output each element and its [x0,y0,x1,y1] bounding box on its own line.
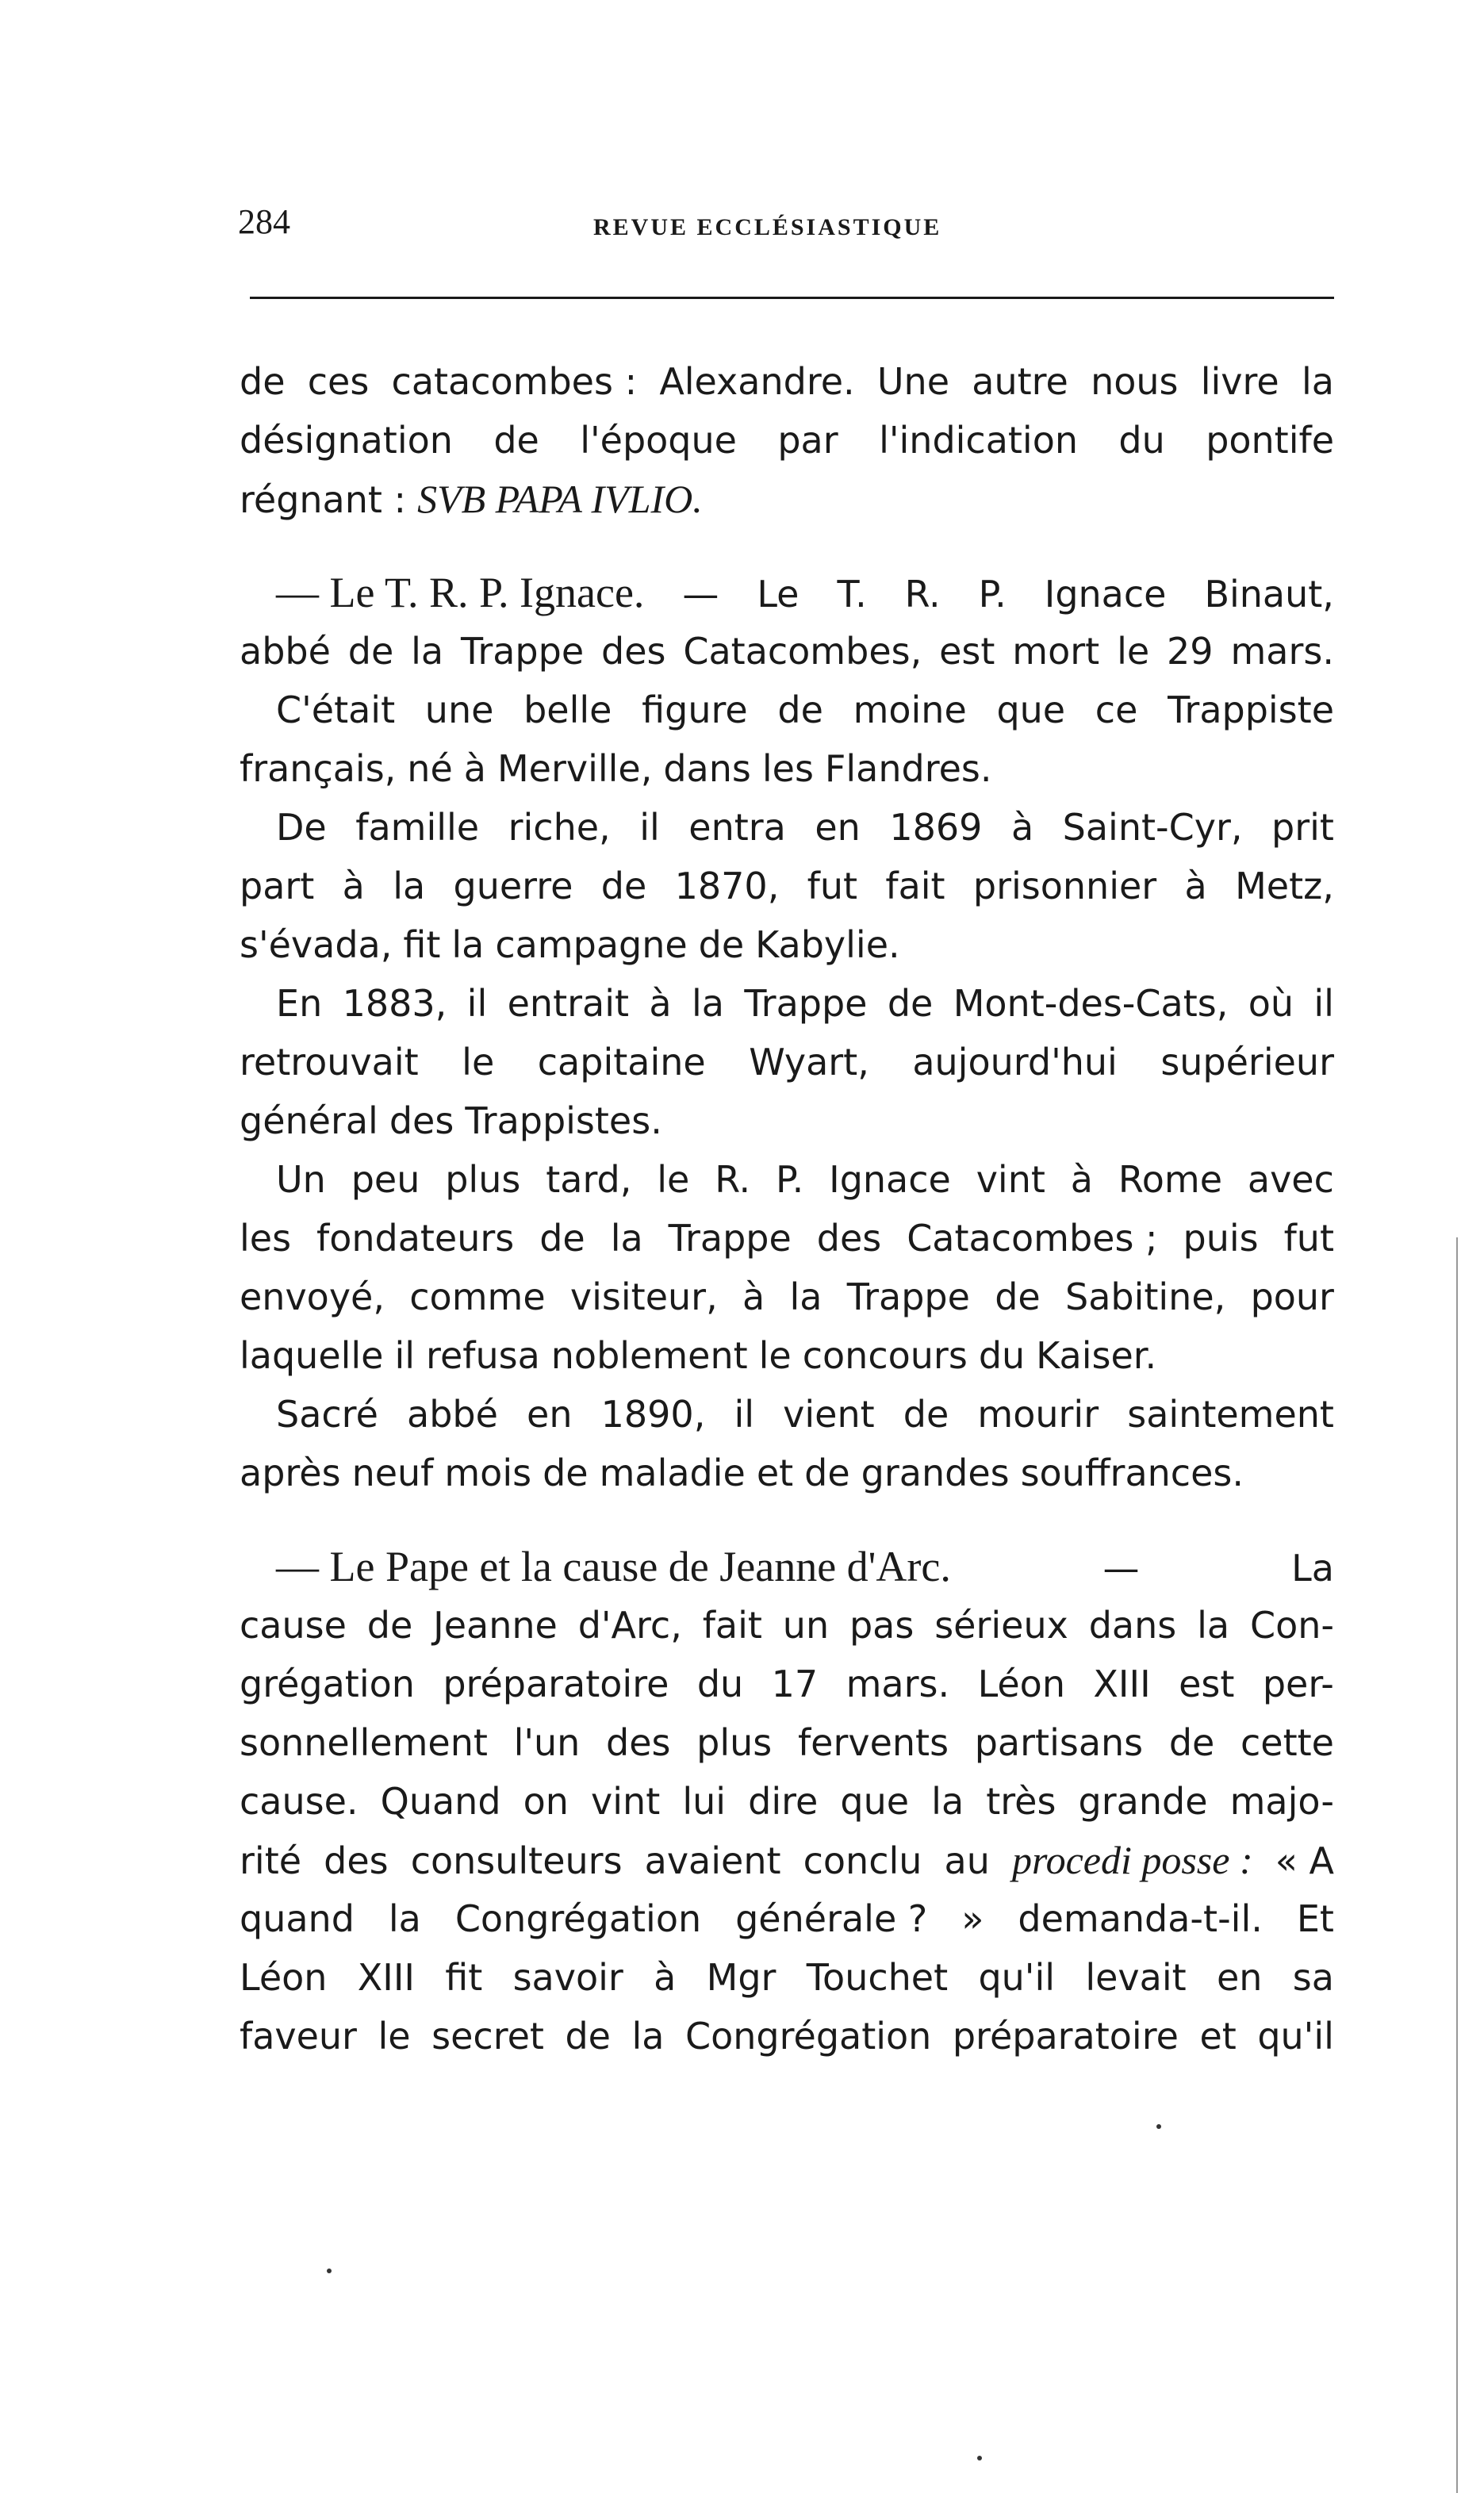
word: noblement [550,1334,748,1377]
word: faveur [240,2015,357,2058]
word: au [944,1839,990,1882]
word: 1890, [600,1393,706,1436]
word: concours [802,1334,968,1377]
body-text [240,352,1334,2065]
word: prit [1271,806,1334,849]
word: neuf [351,1452,434,1494]
text-line [240,1150,1334,1209]
word: de [493,419,539,462]
word: 1883, [342,982,447,1025]
word: ces [307,360,370,403]
word: abbé [240,630,331,673]
word: les [761,747,814,790]
word: plus [445,1158,521,1201]
word: Trappe [668,1217,792,1260]
word: en [527,1393,573,1436]
word: qu'il [978,1956,1056,1999]
word: Léon [240,1956,328,1999]
word: où [1248,982,1294,1025]
word: prisonnier [972,865,1157,907]
word: Merville, [497,747,653,790]
word: Saint-Cyr, [1062,806,1243,849]
text-line [240,857,1334,915]
word: 1870, [674,865,780,907]
text-line [240,681,1334,739]
word: Congrégation [454,1897,702,1940]
word: Flandres. [824,747,992,790]
word: générale ? [735,1897,928,1940]
word: la [388,1897,421,1940]
word: à [1010,806,1034,849]
word: La [1291,1547,1334,1590]
word: l'un [513,1721,581,1764]
word: de [777,688,823,731]
word: XIII [1093,1663,1151,1705]
word: est [1179,1663,1235,1705]
text-line [240,2007,1334,2065]
word: C'était [276,688,396,731]
word: SVB PAPA IVLIO. [417,477,703,521]
word: entrait [507,982,630,1025]
word: il [466,982,488,1025]
word: à [342,865,365,907]
word: plus [696,1721,773,1764]
word: aujourd'hui [912,1041,1118,1083]
word: tard, [546,1158,632,1201]
word: catacombes : [391,360,638,403]
word: que [996,688,1066,731]
word: régnant : [240,478,407,521]
word: dans [663,747,751,790]
text-line [240,622,1334,681]
word: refusa [426,1334,540,1377]
word: R. [904,573,941,616]
word: P. [776,1158,804,1201]
word: R. [715,1158,751,1201]
word: des [601,630,666,673]
word: supérieur [1160,1041,1334,1083]
word: de [804,1452,850,1494]
word: Kaiser. [1036,1334,1157,1377]
word: vient [783,1393,875,1436]
word: peu [351,1158,420,1201]
text-line [240,1444,1334,1502]
word: de [366,1604,413,1647]
word: sa [1292,1956,1334,1999]
word: par [777,419,838,462]
word: procedi posse : [1011,1838,1253,1882]
word: Wyart, [749,1041,869,1083]
word: Une [876,360,950,403]
word: 17 [771,1663,819,1705]
word: il [639,806,660,849]
word: Léon [977,1663,1065,1705]
word: vint [591,1780,661,1823]
word: grande [1078,1780,1208,1823]
word: rité [240,1839,302,1882]
word: de [1168,1721,1215,1764]
word: et [1199,2015,1237,2058]
word: des [606,1721,671,1764]
text-line [240,1326,1334,1385]
text-line [240,1596,1334,1655]
text-line [240,1948,1334,2007]
word: cette [1241,1721,1334,1764]
word: envoyé, [240,1275,385,1318]
header-rule [250,297,1334,299]
word: T. [837,573,867,616]
word: la [789,1275,823,1318]
word: per- [1262,1663,1334,1705]
word: de [903,1393,949,1436]
word: la [631,2015,665,2058]
text-line [240,470,1334,528]
word: après [240,1452,341,1494]
paragraph-gap [240,1502,1334,1537]
word: s'évada, [240,923,393,966]
word: pas [849,1604,915,1647]
word: la [451,923,485,966]
word: belle [523,688,612,731]
word: grégation [240,1663,415,1705]
word: demanda-t-il. [1018,1897,1263,1940]
word: laquelle [240,1334,384,1377]
word: de [347,630,394,673]
word: ce [1095,688,1138,731]
word: dans [1088,1604,1177,1647]
paragraph-gap [240,528,1334,563]
word: le [378,2015,411,2058]
word: de [600,865,647,907]
word: Catacombes ; [907,1217,1158,1260]
word: à [649,982,672,1025]
scan-speck [327,2269,332,2273]
word: maladie [599,1452,746,1494]
word: Ignace [829,1158,951,1201]
text-line [240,1209,1334,1268]
word: de [240,360,286,403]
word: puis [1183,1217,1259,1260]
word: la [393,865,426,907]
word: part [240,865,315,907]
word: fervents [797,1721,949,1764]
word: saintement [1127,1393,1334,1436]
word: avaient [644,1839,781,1882]
word: fit [403,923,441,966]
text-line [240,974,1334,1033]
word: visiteur, [569,1275,718,1318]
text-line [240,411,1334,470]
word: de [887,982,934,1025]
word: le [1117,630,1150,673]
text-line [240,563,1334,622]
word: Touchet [806,1956,949,1999]
word: 1869 [889,806,983,849]
word: levait [1085,1956,1187,1999]
running-title: REVUE ECCLÉSIASTIQUE [593,214,942,240]
section-heading: — Le T. R. P. Ignace. [276,569,645,616]
word: Un [276,1158,326,1201]
word: famille [355,806,480,849]
word: et [756,1452,794,1494]
word: De [276,806,327,849]
word: Trappe [846,1275,970,1318]
word: fait [702,1604,762,1647]
word: » [961,1897,984,1940]
word: préparatoire [443,1663,669,1705]
word: sérieux [934,1604,1068,1647]
word: Metz, [1235,865,1334,907]
word: est [939,630,995,673]
word: des [324,1839,389,1882]
word: la [1197,1604,1230,1647]
word: fut [1283,1217,1334,1260]
word: à [742,1275,765,1318]
text-line [240,1091,1334,1150]
word: Mont-des-Cats, [953,982,1229,1025]
word: un [782,1604,830,1647]
word: savoir [512,1956,623,1999]
word: abbé [407,1393,498,1436]
word: le [462,1041,495,1083]
page-number: 284 [238,202,290,241]
word: majo- [1229,1780,1334,1823]
word: du [696,1663,744,1705]
word: Trappe [744,982,868,1025]
word: la [931,1780,964,1823]
word: à [1070,1158,1093,1201]
word: de [565,2015,611,2058]
section-heading: — Le Pape et la cause de Jeanne d'Arc. [276,1543,951,1590]
word: conclu [803,1839,922,1882]
word: en [815,806,861,849]
word: Sabitine, [1065,1275,1226,1318]
word: 29 [1167,630,1214,673]
word: quand [240,1897,355,1940]
word: Mgr [706,1956,777,1999]
word: retrouvait [240,1041,419,1083]
word: mars. [846,1663,950,1705]
word: cause. [240,1780,359,1823]
word: né [407,747,453,790]
word: guerre [453,865,573,907]
word: Trappiste [1168,688,1334,731]
text-line [240,915,1334,974]
text-line [240,1268,1334,1326]
word: désignation [240,419,453,462]
text-line [240,1713,1334,1772]
word: fondateurs [316,1217,515,1260]
word: dire [748,1780,819,1823]
word: XIII [357,1956,415,1999]
word: le [657,1158,690,1201]
word: sonnellement [240,1721,488,1764]
word: fait [885,865,945,907]
text-line [240,1772,1334,1831]
word: Rome [1118,1158,1223,1201]
word: pour [1250,1275,1334,1318]
word: lui [682,1780,727,1823]
word: il [394,1334,416,1377]
word: de [539,1217,585,1260]
text-line [240,739,1334,798]
text-line [240,1537,1334,1596]
word: l'indication [879,419,1079,462]
word: P. [978,573,1007,616]
word: l'époque [580,419,737,462]
word: livre [1200,360,1279,403]
text-line [240,1655,1334,1713]
word: capitaine [537,1041,706,1083]
word: fit [445,1956,483,1999]
word: avec [1247,1158,1334,1201]
word: secret [431,2015,544,2058]
word: comme [409,1275,546,1318]
word: — [682,573,719,616]
word: souffrances. [1020,1452,1244,1494]
word: à [1184,865,1207,907]
word: il [734,1393,755,1436]
word: « A [1275,1839,1334,1882]
word: partisans [974,1721,1144,1764]
word: en [1216,1956,1263,1999]
word: figure [642,688,748,731]
text-line [240,352,1334,411]
word: autre [972,360,1068,403]
word: grandes [861,1452,1010,1494]
word: la [411,630,444,673]
text-line [240,1385,1334,1444]
word: le [758,1334,792,1377]
word: entra [688,806,786,849]
word: qu'il [1257,2015,1334,2058]
word: de [995,1275,1041,1318]
word: Congrégation [685,2015,932,2058]
word: consulteurs [410,1839,623,1882]
word: il [1313,982,1334,1025]
word: que [840,1780,910,1823]
word: la [1301,360,1334,403]
word: Quand [380,1780,501,1823]
word: En [276,982,323,1025]
text-line [240,1831,1334,1889]
text-line [240,798,1334,857]
word: la [610,1217,643,1260]
word: Ignace [1044,573,1167,616]
word: Con- [1249,1604,1334,1647]
word: à [463,747,486,790]
word: très [986,1780,1056,1823]
word: une [424,688,494,731]
word: la [691,982,724,1025]
word: de [698,923,745,966]
scan-speck [977,2456,982,2460]
word: campagne [495,923,688,966]
word: des [389,1099,454,1142]
word: Sacré [276,1393,378,1436]
word: Et [1296,1897,1334,1940]
word: Trappe [460,630,585,673]
scan-speck [1156,2124,1161,2129]
word: préparatoire [952,2015,1179,2058]
word: mort [1012,630,1100,673]
word: nous [1091,360,1179,403]
word: mois [444,1452,532,1494]
word: des [816,1217,882,1260]
word: Le [757,573,800,616]
word: du [1118,419,1165,462]
word: Binaut, [1204,573,1334,616]
word: — [1102,1547,1140,1590]
word: Catacombes, [683,630,922,673]
word: riche, [508,806,611,849]
word: du [978,1334,1026,1377]
word: à [654,1956,677,1999]
word: vint [976,1158,1045,1201]
word: Alexandre. [659,360,855,403]
word: on [523,1780,569,1823]
word: pontife [1206,419,1334,462]
word: moine [853,688,967,731]
word: fut [807,865,858,907]
word: de [543,1452,589,1494]
word: général [240,1099,378,1142]
text-line [240,1033,1334,1091]
word: français, [240,747,397,790]
word: mourir [977,1393,1099,1436]
scan-margin-line [1456,1237,1458,2493]
word: d'Arc, [577,1604,682,1647]
word: cause [240,1604,347,1647]
word: les [240,1217,292,1260]
word: Trappistes. [465,1099,662,1142]
word: Kabylie. [755,923,900,966]
word: Jeanne [433,1604,558,1647]
word: mars. [1230,630,1334,673]
text-line [240,1889,1334,1948]
